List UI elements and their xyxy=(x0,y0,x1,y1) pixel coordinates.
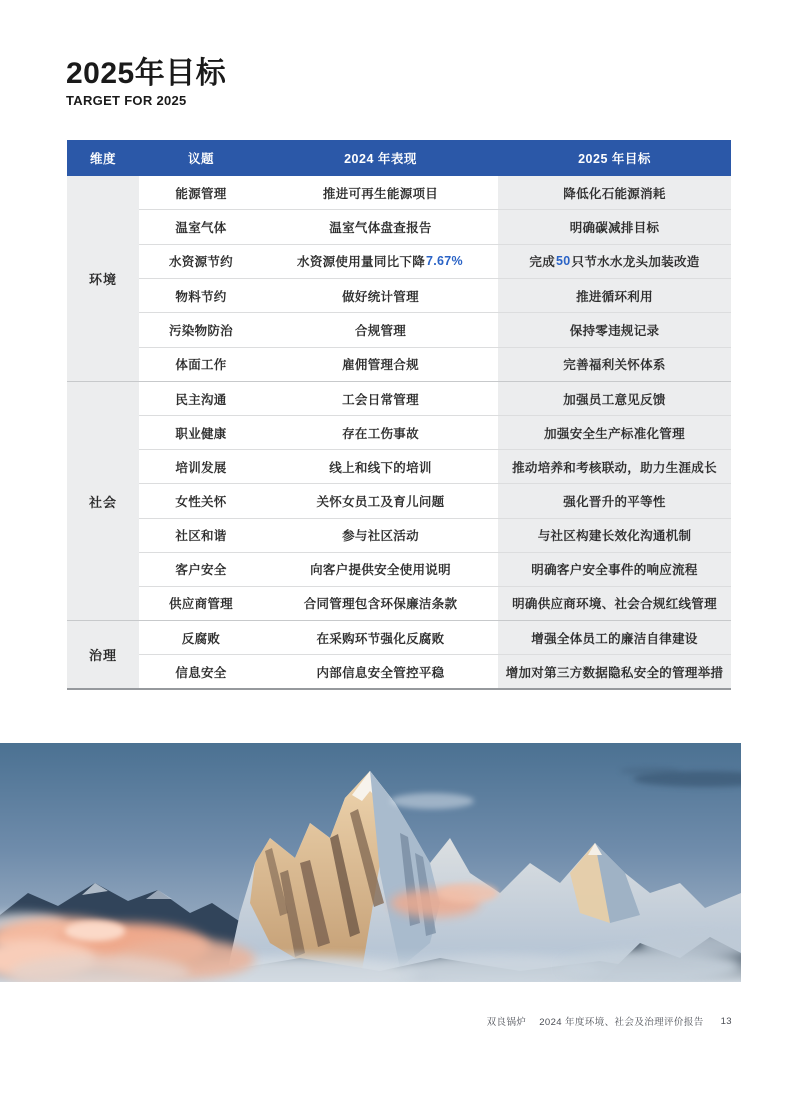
performance-cell: 水资源使用量同比下降 7.67% xyxy=(297,254,463,270)
target-cell: 强化晋升的平等性 xyxy=(498,484,731,517)
table-row xyxy=(139,654,731,688)
topic-cell: 女性关怀 xyxy=(175,494,227,509)
targets-table xyxy=(67,140,731,690)
topic-cell: 物料节约 xyxy=(175,289,227,304)
target-cell: 增强全体员工的廉洁自律建设 xyxy=(498,621,731,654)
table-group xyxy=(67,381,731,620)
table-row xyxy=(139,209,731,243)
target-cell: 完善福利关怀体系 xyxy=(498,348,731,381)
table-row xyxy=(139,518,731,552)
table-row xyxy=(139,621,731,654)
table-row xyxy=(139,415,731,449)
table-body xyxy=(67,176,731,690)
target-cell: 降低化石能源消耗 xyxy=(498,176,731,209)
topic-cell: 信息安全 xyxy=(175,665,227,680)
performance-cell: 存在工伤事故 xyxy=(342,426,419,441)
topic-cell: 水资源节约 xyxy=(168,255,233,270)
performance-cell: 雇佣管理合规 xyxy=(342,358,419,373)
target-cell: 增加对第三方数据隐私安全的管理举措 xyxy=(498,655,731,688)
page-title: 2025年目标 xyxy=(66,57,227,90)
performance-cell: 在采购环节强化反腐败 xyxy=(316,631,445,646)
table-row xyxy=(139,586,731,620)
performance-cell: 线上和线下的培训 xyxy=(329,460,432,475)
dimension-cell: 环境 xyxy=(67,176,139,381)
footer-company: 双良锅炉 xyxy=(486,1017,527,1028)
table-header-row xyxy=(67,140,731,176)
mountain-photo-illustration xyxy=(0,743,741,982)
performance-cell: 工会日常管理 xyxy=(342,392,419,407)
target-cell: 明确碳减排目标 xyxy=(498,210,731,243)
target-cell: 推进循环利用 xyxy=(498,279,731,312)
performance-cell: 做好统计管理 xyxy=(342,289,419,304)
target-cell: 保持零违规记录 xyxy=(498,313,731,346)
page-footer xyxy=(487,1014,732,1028)
target-cell: 加强安全生产标准化管理 xyxy=(498,416,731,449)
performance-cell: 合规管理 xyxy=(354,323,407,338)
performance-cell: 内部信息安全管控平稳 xyxy=(316,665,445,680)
topic-cell: 供应商管理 xyxy=(168,597,233,612)
table-row xyxy=(139,244,731,278)
table-row xyxy=(139,483,731,517)
performance-cell: 推进可再生能源项目 xyxy=(322,186,439,201)
dimension-cell: 治理 xyxy=(67,621,139,688)
topic-cell: 能源管理 xyxy=(175,186,227,201)
topic-cell: 客户安全 xyxy=(175,563,227,578)
performance-cell: 温室气体盘查报告 xyxy=(329,220,432,235)
table-row xyxy=(139,278,731,312)
target-cell: 明确客户安全事件的响应流程 xyxy=(498,553,731,586)
target-cell: 加强员工意见反馈 xyxy=(498,382,731,415)
dimension-cell: 社会 xyxy=(67,382,139,620)
title-block xyxy=(66,57,226,108)
target-cell: 完成 50 只节水水龙头加装改造 xyxy=(498,245,731,278)
performance-cell: 关怀女员工及育儿问题 xyxy=(316,494,445,509)
topic-cell: 体面工作 xyxy=(175,358,227,373)
table-row xyxy=(139,312,731,346)
mountain-photo xyxy=(0,743,741,982)
topic-cell: 社区和谐 xyxy=(175,529,227,544)
topic-cell: 反腐败 xyxy=(181,631,221,646)
topic-cell: 污染物防治 xyxy=(168,323,233,338)
table-row xyxy=(139,382,731,415)
footer-report-title: 2024 年度环境、社会及治理评价报告 xyxy=(539,1017,704,1028)
table-row xyxy=(139,552,731,586)
table-row xyxy=(139,449,731,483)
header-topic: 议题 xyxy=(187,152,214,166)
topic-cell: 职业健康 xyxy=(175,426,227,441)
performance-cell: 参与社区活动 xyxy=(342,529,419,544)
footer-page-number: 13 xyxy=(720,1015,732,1027)
topic-cell: 培训发展 xyxy=(175,460,227,475)
page-subtitle: TARGET FOR 2025 xyxy=(66,93,187,108)
target-cell: 推动培养和考核联动，助力生涯成长 xyxy=(498,450,731,483)
performance-cell: 向客户提供安全使用说明 xyxy=(310,563,451,578)
topic-cell: 民主沟通 xyxy=(175,392,227,407)
topic-cell: 温室气体 xyxy=(175,220,227,235)
header-dimension: 维度 xyxy=(89,152,116,166)
header-target: 2025 年目标 xyxy=(578,152,651,166)
table-row xyxy=(139,176,731,209)
target-cell: 明确供应商环境、社会合规红线管理 xyxy=(498,587,731,620)
table-group xyxy=(67,620,731,688)
table-row xyxy=(139,347,731,381)
table-group xyxy=(67,176,731,381)
performance-cell: 合同管理包含环保廉洁条款 xyxy=(303,597,458,612)
header-performance: 2024 年表现 xyxy=(344,152,417,166)
target-cell: 与社区构建长效化沟通机制 xyxy=(498,519,731,552)
